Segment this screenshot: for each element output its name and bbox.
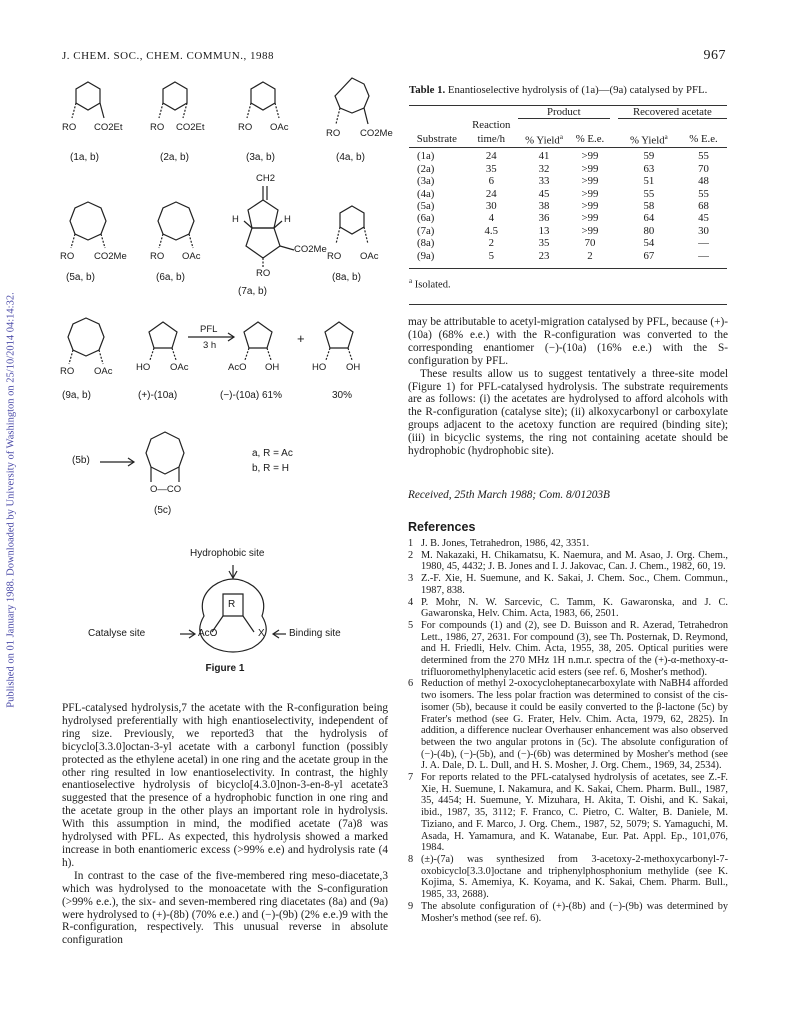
reference-text: P. Mohr, N. W. Sarcevic, C. Tamm, K. Gawaronska, and J. C. Gawaronska, Helv. Chim. Acta, 1983, 66, 2501. (421, 596, 728, 620)
c9-label: (9a, b) (62, 390, 91, 401)
table-cell: 54 (643, 237, 655, 250)
c11-sub1: AcO (228, 362, 247, 373)
table-row (409, 150, 727, 162)
table-cell: 45 (698, 212, 709, 225)
ring-10 (149, 322, 177, 348)
c2-sub1: RO (150, 122, 165, 133)
table-row (409, 188, 727, 200)
reference-item (408, 620, 728, 679)
table-cell: 23 (538, 249, 550, 262)
references-list (408, 538, 728, 924)
col-reaction-2: time/h (477, 133, 506, 146)
ring-8 (340, 206, 364, 234)
reference-item (408, 854, 728, 901)
table-row (409, 225, 727, 237)
table-cell: (5a) (417, 199, 435, 212)
arrow-top: PFL (200, 324, 218, 335)
c6-sub1: RO (150, 251, 165, 262)
table-cell: 30 (698, 224, 709, 237)
c7-h-left: H (232, 214, 239, 225)
reference-number: 1 (408, 538, 414, 549)
table-caption (409, 84, 727, 97)
table-cell: 80 (643, 224, 655, 237)
table-cell: 48 (698, 175, 709, 188)
ring-7a (248, 200, 278, 228)
table-cell: 32 (538, 162, 550, 175)
spacer-cell (610, 175, 618, 187)
table-cell: 4 (488, 212, 494, 225)
c1-label: (1a, b) (70, 152, 99, 163)
c12-sub2: OH (346, 362, 361, 373)
table-cell: (9a) (417, 249, 435, 262)
table-1 (409, 84, 727, 305)
spacer-cell (610, 237, 618, 249)
table-caption-text: Enantioselective hydrolysis of (1a)—(9a) catalysed by PFL. (447, 84, 708, 96)
c6-sub2: OAc (182, 251, 201, 262)
ring-3 (251, 82, 275, 110)
c6-label: (6a, b) (156, 272, 185, 283)
table-cell: 51 (643, 175, 655, 188)
c10-label: (+)-(10a) (138, 390, 178, 401)
figure-caption: Figure 1 (205, 663, 245, 674)
table-cell: 64 (643, 212, 655, 225)
table-cell: 35 (485, 162, 497, 175)
table-cell: (1a) (417, 150, 435, 163)
table-cell: >99 (581, 224, 599, 237)
table-footnote-text: Isolated. (414, 279, 451, 291)
reference-text: Reduction of methyl 2-oxocycloheptanecarboxylate with NaBH4 afforded two isomers. The less polar fraction was determined to consist of the cis-isomer (5b), because it could be easily converted to the β-lactone (5c) by Frater's method (see G. Frater, Helv. Chim. Acta, 1979, 62, 2825). In addition, a difference nuclear Overhauser enhancement was also observed between the two angular protons in (5c). The absolute configuration of (−)-(4b), (−)-(5b), and (−)-(6b) was determined by Mosher's method (see J. A. Dale, D. L. Dull, and H. S. Mosher, J. Org. Chem., 1969, 34, 2534). (421, 678, 728, 772)
reference-text: Z.-F. Xie, H. Suemune, and K. Sakai, J. Chem. Soc., Chem. Commun., 1987, 838. (421, 573, 728, 596)
c12-sub1: HO (312, 362, 327, 373)
paragraph: PFL-catalysed hydrolysis,7 the acetate with the R-configuration being hydrolysed preferentially with high enantioselectivity, independent of ring size. Previously, we reported3 that the hydrolysis of bicyclo[3.3.0]octan-3-yl acetate with a carbonyl function (possibly protected as the ethylene acetal) in one ring and the acetate group in the other ring resulted in low enantioselectivity. In contrast, the highly enantioselective hydrolysis of bicyclo[4.3.0]non-3-en-8-yl acetate3 suggested that the presence of a hydrophobic function in one ring and the acetate group in the other plays an important role in hydrolysis. With this assumption in mind, the modified acetate (7a)8 was hydrolysed with PFL. As expected, this hydrolysis showed a marked increase in both enantiomeric excess (>99% e.e) and hydrolysis rate (4 h). (62, 702, 388, 869)
c3-sub2: OAc (270, 122, 289, 133)
col-yield-recovered-text: % Yield (629, 134, 665, 147)
table-cell: 30 (485, 199, 497, 212)
table-cell: >99 (581, 175, 599, 188)
col-reaction-1: Reaction (472, 118, 511, 131)
lactone-from: (5b) (72, 455, 90, 466)
table-cell: 5 (488, 249, 494, 262)
page-number: 967 (703, 48, 726, 63)
table-cell: 58 (643, 199, 655, 212)
table-cell: 6 (488, 175, 494, 188)
table-cell: 59 (643, 150, 655, 163)
table-cell: 55 (698, 150, 709, 163)
ring-5c (146, 432, 184, 474)
figure-r: R (228, 599, 236, 610)
c8-sub2: OAc (360, 251, 379, 262)
c2-label: (2a, b) (160, 152, 189, 163)
paragraph: In contrast to the case of the five-membered ring meso-diacetate,3 which was hydrolysed to the monoacetate with the S-configuration (>99% e.e.), the six- and seven-membered ring diacetates (8a) and (9a) were hydrolysed to (+)-(8b) (70% e.e.) and (−)-(9b) (2% e.e.)9 with the R-configuration, respectively. This unusual reverse in absolute configuration (62, 869, 388, 947)
reference-text: M. Nakazaki, H. Chikamatsu, K. Naemura, and M. Asao, J. Org. Chem., 1980, 45, 4432; J. B. Jones and I. J. Jakovac, Can. J. Chem., 1982, 60, 19. (421, 549, 728, 573)
reference-number: 8 (408, 853, 414, 865)
c7-sub2: CO2Me (294, 244, 327, 255)
figure-aco: AcO (198, 628, 218, 639)
reference-number: 5 (408, 619, 414, 631)
c11-sub2: OH (265, 362, 280, 373)
col-yield-recovered (618, 131, 680, 148)
spacer-cell (610, 250, 618, 262)
table-cell: 2 (587, 249, 593, 262)
c5-sub2: CO2Me (94, 251, 127, 262)
table-row (409, 175, 727, 187)
table-cell: 70 (698, 162, 709, 175)
table-cell: 13 (538, 224, 550, 237)
table-row (409, 250, 727, 262)
reference-number: 9 (408, 900, 414, 912)
c9-sub1: RO (60, 366, 75, 377)
binding-site-label: Binding site (289, 628, 341, 639)
table-row (409, 200, 727, 212)
hydrophobic-site-label: Hydrophobic site (190, 548, 265, 559)
reference-item (408, 678, 728, 772)
table-cell: >99 (581, 199, 599, 212)
ring-12 (325, 322, 353, 348)
table-cell: >99 (581, 150, 599, 163)
table-cell: (2a) (417, 162, 435, 175)
c4-label: (4a, b) (336, 152, 365, 163)
ring-1 (76, 82, 100, 110)
c8-sub1: RO (327, 251, 342, 262)
table-cell: 4.5 (484, 224, 499, 237)
ring-4 (335, 78, 369, 113)
col-ee-product: % E.e. (575, 133, 605, 146)
group-product: Product (518, 106, 610, 119)
col-yield-product (518, 131, 570, 148)
table-cell: 45 (538, 187, 550, 200)
paragraph: These results allow us to suggest tentatively a three-site model (Figure 1) for PFL-catalysed hydrolysis. The substrate requirements are as follows: (i) the acetates are hydrolysed to afford alcohols with the R-configuration (catalyse site); (ii) alkoxycarbonyl or carboxylate groups adjacent to the acetoxy function are required (binding site); (iii) in bicyclic systems, the ring not containing acetate should be hydrophobic (hydrophobic site). (408, 367, 728, 458)
table-cell: (8a) (417, 237, 435, 250)
received-line: Received, 25th March 1988; Com. 8/01203B (408, 489, 610, 501)
references-title: References (408, 520, 476, 534)
spacer-cell (610, 163, 618, 175)
col-yield-product-sup: a (559, 133, 563, 142)
table-cell: >99 (581, 162, 599, 175)
spacer-cell (610, 200, 618, 212)
c8-label: (8a, b) (332, 272, 361, 283)
legend-b: b, R = H (252, 463, 289, 474)
table-row (409, 237, 727, 249)
c9-sub2: OAc (94, 366, 113, 377)
reference-text: (±)-(7a) was synthesized from 3-acetoxy-2-methoxycarbonyl-7-oxobicyclo[3.3.0]octane and triphenylphosphonium methylide (see K. Kojima, S. Amemiya, K. Koyama, and K. Sakai, Chem. Pharm. Bull., 1985, 33, 2688). (421, 853, 728, 901)
body-column-left (62, 702, 388, 947)
reference-number: 7 (408, 772, 414, 784)
table-cell: 67 (643, 249, 655, 262)
plus-sign: + (297, 331, 305, 346)
c7-sub1: RO (256, 268, 271, 279)
spacer-cell (610, 225, 618, 237)
table-footnote-sup: a (409, 276, 413, 285)
table-cell: 35 (538, 237, 550, 250)
c11-label: (−)-(10a) 61% (220, 390, 282, 401)
c7-h-right: H (284, 214, 291, 225)
reference-number: 2 (408, 549, 414, 561)
arrow-bottom: 3 h (203, 340, 217, 351)
table-cell: 70 (584, 237, 596, 250)
legend-a: a, R = Ac (252, 448, 293, 459)
table-cell: 68 (698, 199, 709, 212)
catalyse-site-label: Catalyse site (88, 628, 146, 639)
col-yield-recovered-sup: a (664, 133, 668, 142)
table-cell: (3a) (417, 175, 435, 188)
table-cell: (6a) (417, 212, 435, 225)
table-cell: 55 (643, 187, 655, 200)
c1-sub2: CO2Et (94, 122, 123, 133)
table-cell: 63 (643, 162, 655, 175)
c4-sub1: RO (326, 128, 341, 139)
c3-sub1: RO (238, 122, 253, 133)
body-column-right (408, 316, 728, 458)
c12-label: 30% (332, 390, 353, 401)
c1-sub1: RO (62, 122, 77, 133)
table-footnote (409, 277, 727, 291)
c10-sub2: OAc (170, 362, 189, 373)
reference-item (408, 573, 728, 596)
chemical-scheme (0, 0, 400, 700)
spacer-cell (610, 188, 618, 200)
table-cell: >99 (581, 187, 599, 200)
table-cell: (7a) (417, 224, 435, 237)
table-row (409, 212, 727, 224)
c4-sub2: CO2Me (360, 128, 393, 139)
c5-label: (5a, b) (66, 272, 95, 283)
reference-number: 3 (408, 573, 414, 585)
reference-item (408, 538, 728, 550)
table-cell: 36 (538, 212, 550, 225)
spacer-cell (610, 212, 618, 224)
table-cell: >99 (581, 212, 599, 225)
c3-label: (3a, b) (246, 152, 275, 163)
table-cell: 33 (538, 175, 550, 188)
table-cell: 24 (485, 150, 497, 163)
spacer-cell (610, 150, 618, 162)
figure-x: X (258, 628, 265, 639)
table-cell: 38 (538, 199, 550, 212)
ring-2 (163, 82, 187, 110)
reference-item (408, 901, 728, 924)
col-ee-recovered: % E.e. (689, 133, 718, 146)
paragraph: may be attributable to acetyl-migration catalysed by PFL, because (+)-(10a) (68% e.e.) with the R-configuration was converted to the corresponding enantiomer (−)-(10a) (16% e.e.) with the S-configuration by PFL. (408, 316, 728, 367)
c5-sub1: RO (60, 251, 75, 262)
reference-text: J. B. Jones, Tetrahedron, 1986, 42, 3351. (421, 538, 590, 549)
table-cell: 24 (485, 187, 497, 200)
watermark-text: Published on 01 January 1988. Downloaded by University of Washington on 25/10/2014 04:14:32. (5, 292, 17, 708)
table-caption-prefix: Table 1. (409, 84, 446, 96)
reference-text: For compounds (1) and (2), see D. Buisson and R. Azerad, Tetrahedron Lett., 1986, 27, 2631. For compound (3), see Th. Posternak, D. Reymond, and H. Friedli, Helv. Chim. Acta, 1955, 38, 205. Optical purities were determined from the 270 MHz 1H n.m.r. spectra of the (+)-α-methoxy-α-trifluoromethylphenylacetic acid esters (see ref. 6, Mosher's method). (421, 619, 728, 678)
c7-label: (7a, b) (238, 286, 267, 297)
c10-sub1: HO (136, 362, 151, 373)
table-cell: (4a) (417, 187, 435, 200)
table-cell: 55 (698, 187, 709, 200)
table-cell: 41 (538, 150, 550, 163)
reference-number: 4 (408, 596, 414, 608)
table-cell: — (698, 249, 709, 262)
c2-sub2: CO2Et (176, 122, 205, 133)
lactone-label: (5c) (154, 505, 172, 516)
table-row (409, 163, 727, 175)
reference-item (408, 772, 728, 854)
reference-number: 6 (408, 678, 414, 690)
reference-text: For reports related to the PFL-catalysed hydrolysis of acetates, see Z.-F. Xie, H. Suemune, I. Nakamura, and K. Sakai, Chem. Pharm. Bull., 1987, 35, 4454; H. Suemune, Y. Mizuhara, H. Akita, T. Oishi, and K. Sakai, ibid., 1987, 35, 3112; F. Franco, C. Pietro, C. Walter, B. Daniele, M. Tiziano, and F. Marco, J. Org. Chem., 1987, 52, 5079; S. Yamaguchi, M. Asada, H. Yamamura, and K. Watanabe, Eur. Pat. Appl. Ep., 101,076, 1984. (421, 772, 728, 854)
reference-item (408, 550, 728, 573)
col-yield-product-text: % Yield (525, 134, 560, 147)
ring-11 (244, 322, 272, 348)
ring-7b (246, 228, 280, 258)
reference-text: The absolute configuration of (+)-(8b) and (−)-(9b) was determined by Mosher's method (see ref. 6). (421, 900, 728, 924)
c7-ch2: CH2 (256, 173, 276, 184)
col-substrate: Substrate (416, 133, 457, 146)
table-cell: — (698, 237, 709, 250)
reference-item (408, 597, 728, 620)
journal-header: J. CHEM. SOC., CHEM. COMMUN., 1988 (62, 50, 274, 62)
lactone-ring: O—CO (150, 484, 182, 495)
group-recovered: Recovered acetate (618, 106, 727, 119)
table-cell: 2 (488, 237, 494, 250)
